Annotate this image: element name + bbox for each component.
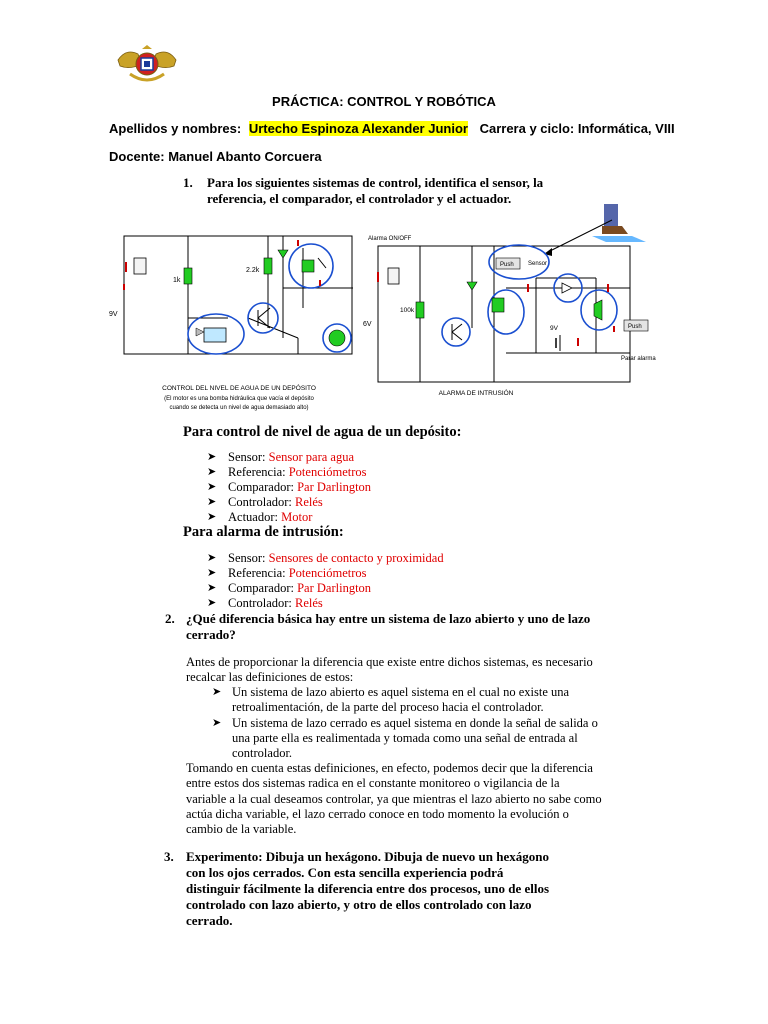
label-stop-alarm: Parar alarma bbox=[621, 356, 656, 362]
q3-line: cerrado. bbox=[186, 913, 233, 928]
caption-line: (El motor es una bomba hidráulica que vacía el depósito bbox=[164, 396, 314, 402]
list-item: ➤ Comparador: Par Darlington bbox=[207, 480, 372, 494]
q1-line: referencia, el comparador, el controlador y el actuador. bbox=[207, 191, 512, 206]
paragraph-line: cambio de la variable. bbox=[186, 822, 297, 837]
water-level-circuit-diagram bbox=[108, 228, 370, 418]
student-header bbox=[109, 121, 675, 136]
paragraph-line: variable a la cual deseamos controlar, ya que mientras el lazo abierto no sabe como bbox=[186, 791, 602, 806]
list-item: ➤ Un sistema de lazo cerrado es aquel sistema en donde la señal de salida o una parte ella es realimentada y tomada como una señal de entrada al controlador. bbox=[212, 715, 598, 761]
q2-conclusion bbox=[186, 761, 666, 837]
transistor-highlight bbox=[442, 318, 470, 346]
q3-line: distinguir fácilmente la diferencia entre dos procesos, uno de ellos bbox=[186, 881, 550, 896]
list-item: ➤ Controlador: Relés bbox=[207, 596, 323, 610]
list-item: ➤ Sensor: Sensor para agua bbox=[207, 450, 355, 464]
name-label: Apellidos y nombres: bbox=[109, 121, 242, 136]
arrow-bullet-icon: ➤ bbox=[207, 552, 217, 564]
list-item: ➤ Actuador: Motor bbox=[207, 510, 313, 524]
water-tank-icon bbox=[204, 328, 226, 342]
q3-line: controlado con lazo abierto, y otro de ellos controlado con lazo bbox=[186, 897, 532, 912]
caption-title: CONTROL DEL NIVEL DE AGUA DE UN DEPÓSITO bbox=[162, 385, 316, 392]
resistor-22k-icon bbox=[264, 258, 272, 274]
arrow-bullet-icon: ➤ bbox=[207, 481, 217, 493]
label-9v: 9V bbox=[550, 325, 558, 332]
resistor-100k-icon bbox=[416, 302, 424, 318]
page-title: PRÁCTICA: CONTROL Y ROBÓTICA bbox=[272, 94, 496, 109]
q1-line: Para los siguientes sistemas de control, identifica el sensor, la bbox=[207, 175, 544, 190]
section-heading-water: Para control de nivel de agua de un depósito: bbox=[183, 424, 462, 440]
arrow-bullet-icon: ➤ bbox=[207, 582, 217, 594]
list-item: ➤ Referencia: Potenciómetros bbox=[207, 465, 367, 479]
paragraph-line: Tomando en cuenta estas definiciones, en efecto, podemos decir que la diferencia bbox=[186, 761, 593, 775]
list-item: ➤ Referencia: Potenciómetros bbox=[207, 566, 367, 580]
q3-line: con los ojos cerrados. Con esta sencilla experiencia podrá bbox=[186, 865, 504, 880]
label-1k: 1k bbox=[173, 277, 181, 284]
paragraph-line: recalcar las definiciones de estos: bbox=[186, 670, 354, 685]
career-label: Carrera y ciclo: Informática, VIII bbox=[479, 121, 675, 136]
list-item: ➤ Comparador: Par Darlington bbox=[207, 581, 372, 595]
paragraph-line: actúa dicha variable, el lazo cerrado conoce en todo momento la evolución o bbox=[186, 806, 569, 821]
led-icon bbox=[467, 282, 477, 290]
label-22k: 2.2k bbox=[246, 267, 260, 274]
q2-line: ¿Qué diferencia básica hay entre un sistema de lazo abierto y uno de lazo bbox=[186, 611, 591, 626]
q2-intro bbox=[186, 655, 656, 686]
list-item: ➤ Un sistema de lazo abierto es aquel sistema en el cual no existe una retroalimentación, de la parte del proceso hacia el controlador. bbox=[212, 685, 570, 715]
q3-number: 3. bbox=[164, 849, 174, 864]
paragraph-line: Antes de proporcionar la diferencia que existe entre dichos sistemas, es necesario bbox=[186, 655, 593, 669]
arrow-bullet-icon: ➤ bbox=[212, 686, 222, 698]
arrow-bullet-icon: ➤ bbox=[212, 716, 222, 729]
label-sensor: Sensor bbox=[528, 261, 548, 267]
resistor-1k-icon bbox=[184, 268, 192, 284]
intrusion-alarm-circuit-diagram bbox=[363, 198, 662, 404]
q3-text bbox=[186, 849, 606, 929]
label-push: Push bbox=[628, 324, 642, 330]
q1-number: 1. bbox=[183, 175, 193, 190]
teacher-line: Docente: Manuel Abanto Corcuera bbox=[109, 149, 322, 164]
q3-line: Experimento: Dibuja un hexágono. Dibuja de nuevo un hexágono bbox=[186, 849, 549, 864]
list-item: ➤ Sensor: Sensores de contacto y proximidad bbox=[207, 551, 444, 565]
motor-icon bbox=[329, 330, 345, 346]
water-components-list bbox=[207, 450, 371, 525]
arrow-bullet-icon: ➤ bbox=[207, 496, 217, 508]
label-6v: 6V bbox=[363, 321, 372, 328]
switch-icon bbox=[388, 268, 399, 284]
diode-icon bbox=[562, 283, 572, 293]
boot-icon bbox=[592, 204, 646, 242]
label-push: Push bbox=[500, 262, 514, 268]
switch-icon bbox=[134, 258, 146, 274]
label-100k: 100k bbox=[400, 307, 415, 314]
caption-title: ALARMA DE INTRUSIÓN bbox=[438, 390, 514, 397]
q2-number: 2. bbox=[165, 611, 175, 626]
arrow-bullet-icon: ➤ bbox=[207, 597, 217, 609]
relay-icon bbox=[302, 260, 314, 272]
relay-icon bbox=[492, 298, 504, 312]
paragraph-line: entre estos dos sistemas radica en el constante monitoreo o vigilancia de la bbox=[186, 776, 560, 791]
alarm-components-list bbox=[207, 551, 444, 611]
section-heading-alarm: Para alarma de intrusión: bbox=[183, 524, 344, 540]
transistor-highlight bbox=[248, 303, 278, 333]
caption-line: cuando se detecta un nivel de agua demasiado alto) bbox=[169, 405, 309, 411]
arrow-bullet-icon: ➤ bbox=[207, 567, 217, 579]
arrow-bullet-icon: ➤ bbox=[207, 511, 217, 523]
student-name: Urtecho Espinoza Alexander Junior bbox=[248, 121, 468, 136]
list-item: ➤ Controlador: Relés bbox=[207, 495, 323, 509]
label-alarm: Alarma ON/OFF bbox=[368, 236, 412, 242]
q2-text bbox=[186, 611, 646, 643]
buzzer-icon bbox=[594, 300, 602, 320]
q2-line: cerrado? bbox=[186, 627, 236, 642]
q2-definitions-list bbox=[212, 685, 632, 761]
arrow-bullet-icon: ➤ bbox=[207, 451, 217, 463]
university-seal-logo bbox=[116, 44, 178, 86]
label-9v: 9V bbox=[109, 311, 118, 318]
led-icon bbox=[278, 250, 288, 258]
arrow-bullet-icon: ➤ bbox=[207, 466, 217, 478]
